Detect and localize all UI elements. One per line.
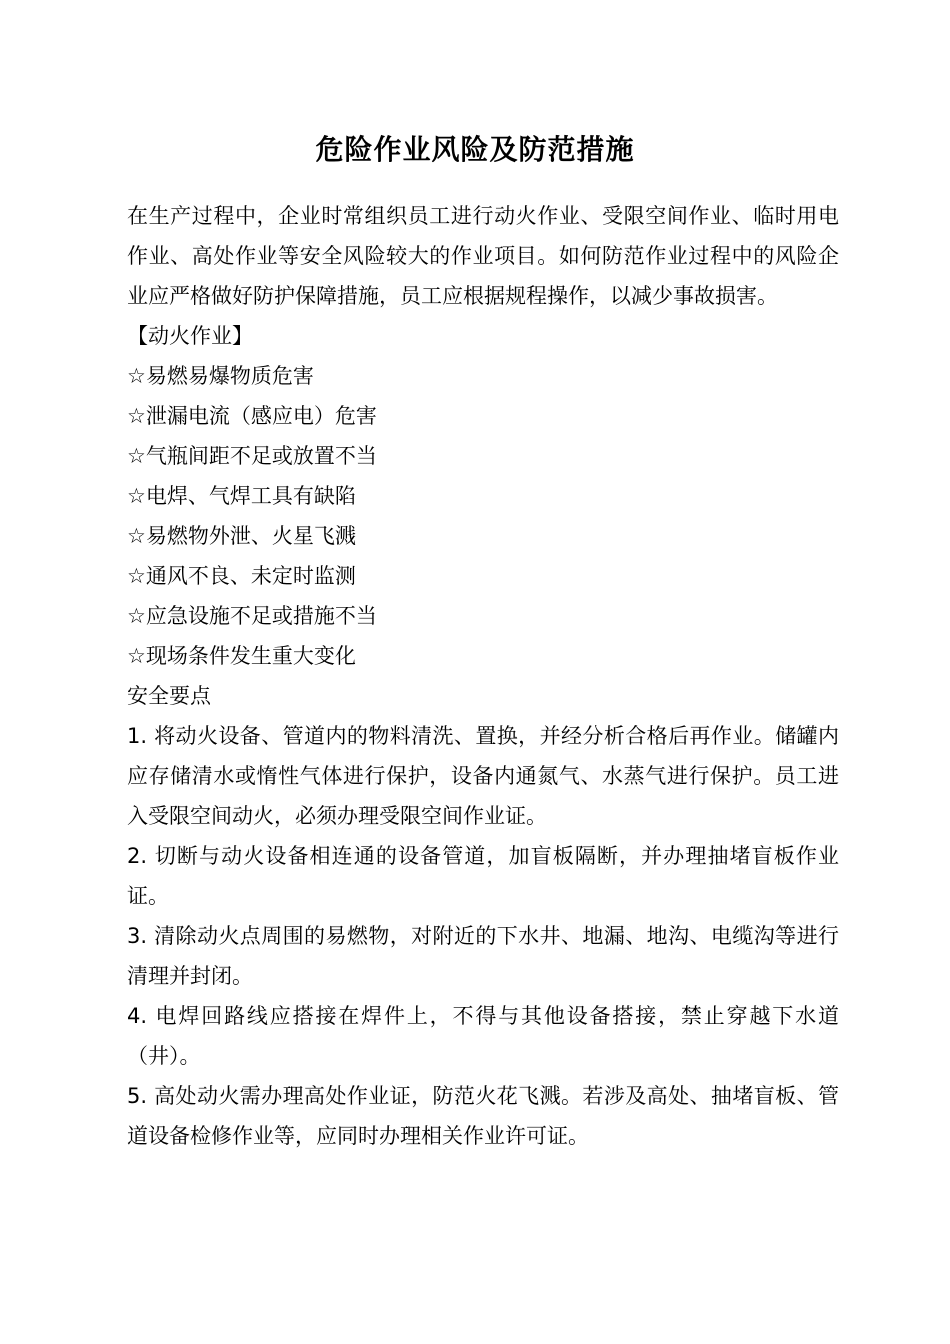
hazard-item: ☆易燃易爆物质危害 [127, 364, 314, 388]
safety-point: 3. 清除动火点周围的易燃物，对附近的下水井、地漏、地沟、电缆沟等进行清理并封闭。 [127, 924, 839, 988]
document-title: 危险作业风险及防范措施 [315, 133, 635, 166]
section-heading-hot-work: 【动火作业】 [127, 324, 253, 348]
hazard-item: ☆电焊、气焊工具有缺陷 [127, 484, 356, 508]
hazard-item: ☆通风不良、未定时监测 [127, 564, 356, 588]
hazard-item: ☆应急设施不足或措施不当 [127, 604, 377, 628]
safety-point: 2. 切断与动火设备相连通的设备管道，加盲板隔断，并办理抽堵盲板作业证。 [127, 844, 839, 908]
hazard-item: ☆泄漏电流（感应电）危害 [127, 404, 377, 428]
safety-heading: 安全要点 [127, 684, 211, 708]
safety-point: 5. 高处动火需办理高处作业证，防范火花飞溅。若涉及高处、抽堵盲板、管道设备检修作业等，应同时办理相关作业许可证。 [127, 1084, 839, 1148]
hazard-item: ☆气瓶间距不足或放置不当 [127, 444, 377, 468]
hazard-item: ☆现场条件发生重大变化 [127, 644, 356, 668]
hazard-item: ☆易燃物外泄、火星飞溅 [127, 524, 356, 548]
safety-point: 1. 将动火设备、管道内的物料清洗、置换，并经分析合格后再作业。储罐内应存储清水或惰性气体进行保护，设备内通氮气、水蒸气进行保护。员工进入受限空间动火，必须办理受限空间作业证。 [127, 724, 839, 828]
safety-point: 4. 电焊回路线应搭接在焊件上，不得与其他设备搭接，禁止穿越下水道（井）。 [127, 1004, 839, 1068]
intro-paragraph: 在生产过程中，企业时常组织员工进行动火作业、受限空间作业、临时用电作业、高处作业等安全风险较大的作业项目。如何防范作业过程中的风险企业应严格做好防护保障措施，员工应根据规程操作，以减少事故损害。 [127, 204, 839, 308]
document-body [127, 196, 839, 1156]
